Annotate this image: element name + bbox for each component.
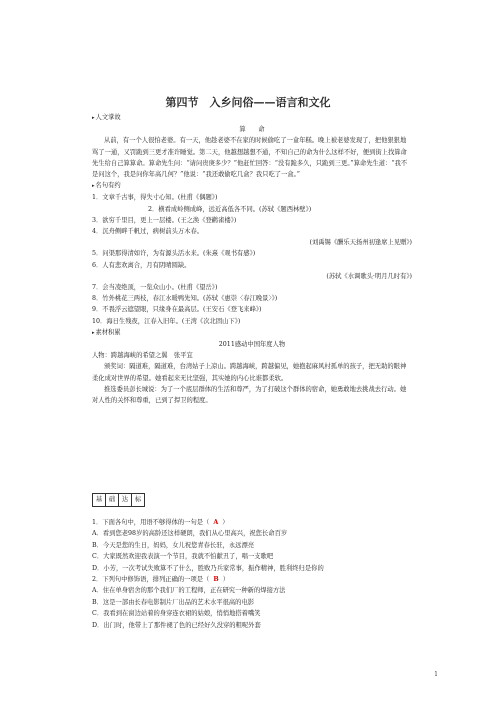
question-option: C．我看到在窗边站着的身穿连衣裙的姑娘，悄悄地搭着嘴笑 — [92, 610, 261, 618]
story-title: 算 命 — [239, 126, 265, 134]
main-content — [92, 112, 412, 406]
page-title: 第四节 入乡问俗——语言和文化 — [165, 96, 331, 109]
quote-item: 1．文章千古事，得失寸心知。(杜甫《偶题》) — [92, 194, 218, 202]
box-char: 础 — [106, 494, 119, 506]
material-comment: 推选委员彭长城说：为了一个底层群体的生活和尊严，为了打破这个群体的宿命，她勇敢地去挑战去行动。她对人性的关怀和尊重，已到了捍卫的程度。 — [92, 385, 407, 405]
question-stem: 1．下面各句中，用语不够得体的一句是（ A ） — [92, 519, 229, 526]
box-char: 达 — [119, 494, 132, 506]
quote-item: 2．横看成岭侧成峰，远近高低各不同。(苏轼《题西林壁》) — [148, 205, 312, 213]
arrow-bullet-icon: ▸ — [92, 115, 95, 121]
answer-mark: A — [213, 519, 219, 526]
material-citation: 颁奖词：隔道难，隔道难，台湾姑子上凉山。跨越海峡，跨越偏见，她抱起麻风村孤单的孩子，把无助的眼神柔化成对世界的希望。她看起来无比坚强，其实她的内心比谁都柔软。 — [92, 363, 407, 382]
quote-item: 7．会当凌绝顶，一览众山小。(杜甫《望岳》) — [92, 284, 218, 292]
arrow-bullet-icon: ▸ — [92, 183, 95, 190]
question-stem: 2．下列句中修饰语，排列正确的一项是（ B ） — [92, 576, 229, 584]
exercise-section-box — [92, 493, 145, 507]
quote-item: 3．欲穷千里目，更上一层楼。(王之涣《登鹳雀楼》) — [92, 216, 237, 224]
story-text: 从前，有一个人很怕老婆。有一天，他趁老婆不在家的时候偷吃了一盒年糕。晚上被老婆发现了，把他狠狠地骂了一通，又罚跪到三更才准许睡觉。第二天，他越想越想不通，不知自己的命为什么这样不好，便到街上找算命先生给自己算算命。算命先生问：“请问贵庚多少？”他赶忙回答：“没有跪多久，只跪到三更。”算命先生道：“我不是问这个，我是问你年高几何？”他说：“我还敢偷吃几盒？我只吃了一盒。” — [92, 137, 408, 179]
box-char: 基 — [93, 494, 106, 506]
arrow-bullet-icon: ▸ — [92, 329, 95, 336]
section-heading-quotes: ▸名句有约 — [92, 182, 121, 190]
material-title: 2011感动中国年度人物 — [218, 341, 286, 349]
question-option: D．小芳，一次考试失败算不了什么，胜败乃兵家常事，振作精神，胜利终归是你的 — [92, 564, 324, 572]
quote-item: 10．海日生残夜，江春入旧年。(王湾《次北固山下》) — [92, 317, 241, 325]
answer-mark: B — [213, 576, 219, 584]
quote-source: (刘禹锡《酬乐天扬州初逢席上见赠》) — [309, 239, 412, 247]
quote-item: 8．竹外桃花三两枝，春江水暖鸭先知。(苏轼《惠崇〈春江晚景〉》) — [92, 295, 278, 303]
quote-source: (苏轼《水调歌头·明月几时有》) — [326, 272, 412, 280]
quote-item: 9．不畏浮云遮望眼，只缘身在最高层。(王安石《登飞来峰》) — [92, 306, 262, 314]
quote-item: 4．沉舟侧畔千帆过，病树前头万木春。 — [92, 228, 204, 236]
page-number: 1 — [434, 671, 438, 678]
question-option: A．看到您老98岁的高龄还这样硬朗，我们从心里高兴，祝您长命百岁 — [92, 530, 288, 538]
section-heading-material: ▸素材积累 — [92, 328, 121, 336]
question-option: A．住在单身宿舍的那个我们厂的工程师，正在研究一种新的焊接方法 — [92, 587, 286, 595]
quote-item: 5．问渠那得清如许，为有源头活水来。(朱熹《观书有感》) — [92, 250, 256, 258]
question-option: B．今天是您的生日，妈妈，女儿祝您青春长驻，永远漂亮 — [92, 541, 255, 549]
question-option: C．大家既然欢迎我表演一个节目，我就不怕献丑了，唱一支歌吧 — [92, 553, 274, 561]
section-heading-reading: ▸人文掌故 — [92, 114, 121, 121]
question-option: B．这是一部由长春电影制片厂出品的艺术水平很高的电影 — [92, 598, 255, 606]
material-person: 人物：跨越海峡的希望之翼 张平宜 — [92, 352, 193, 360]
question-option: D．出门时，他带上了那件褪了色的已经好久没穿的粗呢外套 — [92, 621, 261, 629]
quote-item: 6．人有悲欢离合，月有阴晴圆缺。 — [92, 261, 191, 269]
exercise-questions — [92, 517, 412, 631]
box-char: 标 — [134, 496, 142, 503]
